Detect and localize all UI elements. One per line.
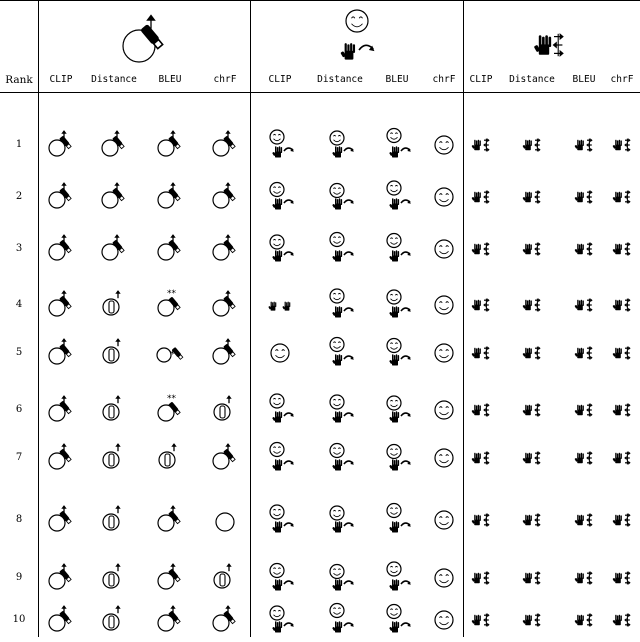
circle-hand-glyph-icon [39, 123, 83, 167]
hand-arrows-glyph-icon [510, 331, 554, 375]
face-hand-glyph-icon [318, 283, 362, 327]
face-hand-glyph-icon [318, 436, 362, 480]
circle-hand-glyph-icon [203, 436, 247, 480]
circle-hand-glyph-icon [92, 123, 136, 167]
hand-arrows-glyph-icon [459, 556, 503, 600]
rank-label: 2 [15, 191, 23, 202]
circle-hand-glyph-icon [148, 498, 192, 542]
metric-header: CLIP [49, 74, 73, 85]
hand-arrows-glyph-icon [600, 227, 640, 271]
metric-header: BLEU [158, 74, 182, 85]
hand-arrows-glyph-icon [600, 283, 640, 327]
circle-hand-glyph-icon [148, 175, 192, 219]
face-hand-glyph-icon [375, 388, 419, 432]
face-hand-glyph-icon [375, 598, 419, 642]
rank-label: 5 [15, 347, 23, 358]
circle-hand-glyph-icon [39, 331, 83, 375]
circle-hand-stars-glyph-icon [148, 283, 192, 327]
circle-hand-glyph-icon [148, 227, 192, 271]
face-hand-glyph-icon [258, 556, 302, 600]
rank-label: 10 [12, 614, 26, 625]
hand-arrows-glyph-icon [600, 436, 640, 480]
circle-hand-glyph-icon [203, 331, 247, 375]
face-hand-glyph-icon [318, 556, 362, 600]
hand-arrows-glyph-icon [459, 498, 503, 542]
face-hand-glyph-icon [375, 227, 419, 271]
hand-arrows-glyph-icon [459, 598, 503, 642]
circle-glyph-icon [203, 498, 247, 542]
hand-arrows-glyph-icon [600, 388, 640, 432]
circle-bar-glyph-icon [203, 556, 247, 600]
circle-bar-glyph-icon [92, 556, 136, 600]
top-rule [0, 0, 640, 1]
circle-hand-glyph-icon [203, 175, 247, 219]
face-hand-glyph-icon [258, 175, 302, 219]
circle-with-pointing-hand-and-up-arrow-icon [113, 10, 173, 70]
circle-hand-glyph-icon [39, 175, 83, 219]
hand-with-arrows-icon [520, 15, 580, 75]
circle-hand-glyph-icon [92, 227, 136, 271]
face-hand-glyph-icon [318, 498, 362, 542]
hand-arrows-glyph-icon [510, 388, 554, 432]
circle-hand-glyph-icon [39, 388, 83, 432]
hand-arrows-glyph-icon [459, 283, 503, 327]
metric-header: chrF [432, 74, 456, 85]
face-hand-glyph-icon [258, 598, 302, 642]
face-hand-glyph-icon [375, 175, 419, 219]
face-hand-glyph-icon [375, 283, 419, 327]
circle-bar-glyph-icon [92, 388, 136, 432]
svg-text:**: ** [167, 289, 176, 299]
face-glyph-icon [258, 331, 302, 375]
hand-arrows-glyph-icon [510, 227, 554, 271]
face-hand-glyph-icon [318, 123, 362, 167]
rank-label: 9 [15, 572, 23, 583]
hand-arrows-glyph-icon [459, 123, 503, 167]
face-hand-glyph-icon [318, 598, 362, 642]
metric-header: chrF [610, 74, 634, 85]
face-hand-glyph-icon [258, 227, 302, 271]
metric-header: Distance [317, 74, 363, 85]
circle-bar-glyph-icon [148, 436, 192, 480]
rank-label: 7 [15, 452, 23, 463]
circle-hand-glyph-icon [203, 283, 247, 327]
rank-header: Rank [5, 74, 33, 86]
hand-arrows-glyph-icon [510, 498, 554, 542]
circle-hand-glyph-icon [39, 227, 83, 271]
hand-arrows-glyph-icon [459, 175, 503, 219]
circle-bar-glyph-icon [92, 436, 136, 480]
face-hand-glyph-icon [258, 123, 302, 167]
metric-header: CLIP [268, 74, 292, 85]
circle-hand-glyph-icon [148, 556, 192, 600]
face-hand-glyph-icon [258, 388, 302, 432]
metric-header: CLIP [469, 74, 493, 85]
circle-hand-stars-glyph-icon [148, 388, 192, 432]
face-hand-glyph-icon [318, 227, 362, 271]
circle-hand-glyph-icon [203, 598, 247, 642]
hand-arrows-glyph-icon [510, 175, 554, 219]
face-hand-glyph-icon [258, 498, 302, 542]
hand-arrows-glyph-icon [600, 556, 640, 600]
hand-arrows-glyph-icon [510, 436, 554, 480]
metric-header: chrF [213, 74, 237, 85]
hand-arrows-glyph-icon [459, 227, 503, 271]
circle-bar-glyph-icon [92, 498, 136, 542]
circle-hand-glyph-icon [148, 598, 192, 642]
face-above-hand-with-curved-arrow-icon [327, 5, 387, 65]
rank-label: 6 [15, 404, 23, 415]
metric-header: BLEU [385, 74, 409, 85]
hand-arrows-glyph-icon [459, 331, 503, 375]
face-hand-glyph-icon [258, 436, 302, 480]
face-hand-glyph-icon [318, 331, 362, 375]
hand-arrows-glyph-icon [600, 598, 640, 642]
face-hand-glyph-icon [318, 388, 362, 432]
svg-text:**: ** [167, 394, 176, 404]
hand-arrows-glyph-icon [600, 175, 640, 219]
circle-bar-glyph-icon [92, 283, 136, 327]
circle-hand-glyph-icon [203, 123, 247, 167]
column-rule-group-2 [250, 0, 251, 637]
circle-hand-glyph-icon [39, 283, 83, 327]
circle-hand-glyph-icon [92, 175, 136, 219]
hand-arrows-glyph-icon [510, 283, 554, 327]
circle-bar-glyph-icon [203, 388, 247, 432]
hand-arrows-glyph-icon [459, 388, 503, 432]
hand-arrows-glyph-icon [510, 598, 554, 642]
hand-arrows-glyph-icon [510, 123, 554, 167]
circle-star-hand-glyph-icon [148, 331, 192, 375]
hand-arrows-glyph-icon [459, 436, 503, 480]
face-hand-glyph-icon [375, 436, 419, 480]
hand-arrows-glyph-icon [600, 498, 640, 542]
hand-arrows-glyph-icon [600, 123, 640, 167]
face-hand-glyph-icon [375, 331, 419, 375]
rank-label: 1 [15, 139, 23, 150]
circle-hand-glyph-icon [39, 436, 83, 480]
svg-text:*: * [170, 350, 175, 360]
circle-hand-glyph-icon [39, 598, 83, 642]
header-rule [0, 92, 640, 93]
rank-label: 3 [15, 243, 23, 254]
circle-hand-glyph-icon [39, 498, 83, 542]
rank-label: 4 [15, 299, 23, 310]
hand-arrows-glyph-icon [600, 331, 640, 375]
circle-hand-glyph-icon [39, 556, 83, 600]
rank-label: 8 [15, 514, 23, 525]
metric-header: Distance [509, 74, 555, 85]
metric-header: Distance [91, 74, 137, 85]
circle-bar-glyph-icon [92, 331, 136, 375]
face-hand-glyph-icon [375, 556, 419, 600]
circle-bar-glyph-icon [92, 598, 136, 642]
hand-arrows-glyph-icon [510, 556, 554, 600]
hands-glyph-icon [258, 283, 302, 327]
circle-hand-glyph-icon [203, 227, 247, 271]
face-hand-glyph-icon [375, 498, 419, 542]
circle-hand-glyph-icon [148, 123, 192, 167]
metric-header: BLEU [572, 74, 596, 85]
face-hand-glyph-icon [375, 123, 419, 167]
face-hand-glyph-icon [318, 175, 362, 219]
